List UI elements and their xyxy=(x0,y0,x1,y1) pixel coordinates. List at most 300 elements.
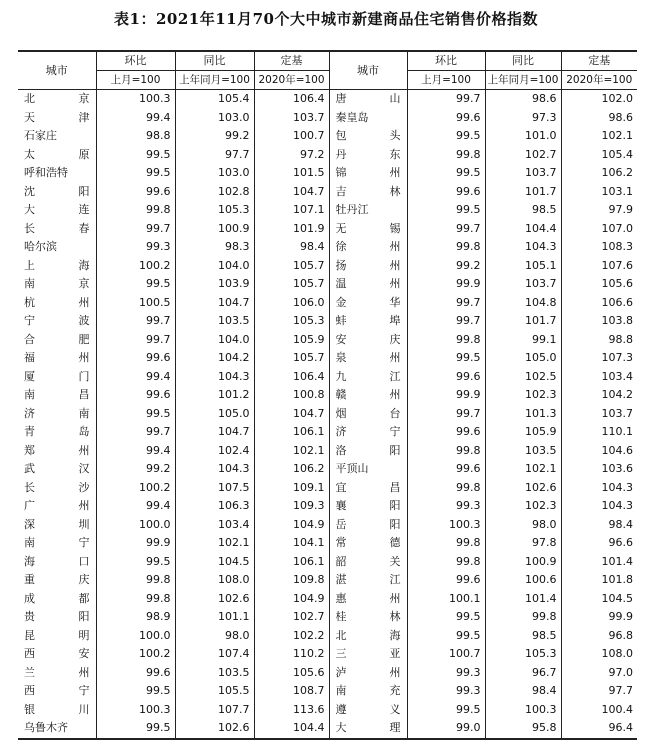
mom-value: 99.5 xyxy=(407,127,485,146)
city-cell xyxy=(18,368,96,387)
mom-value: 99.5 xyxy=(96,682,175,701)
base-value: 109.3 xyxy=(254,497,329,516)
table-row xyxy=(18,627,637,646)
mom-value: 99.5 xyxy=(96,164,175,183)
city-name: 泸 州 xyxy=(335,665,401,679)
city-name: 包 头 xyxy=(335,129,401,143)
city-name: 成 都 xyxy=(24,591,90,605)
mom-value: 99.6 xyxy=(407,423,485,442)
city-name: 呼和浩特 xyxy=(24,166,68,180)
yoy-value: 104.3 xyxy=(175,368,254,387)
table-row xyxy=(18,405,637,424)
yoy-value: 105.0 xyxy=(485,349,561,368)
mom-value: 99.7 xyxy=(96,331,175,350)
city-name: 广 州 xyxy=(24,499,90,513)
base-value: 103.7 xyxy=(254,109,329,128)
base-value: 104.6 xyxy=(601,443,633,457)
city-cell xyxy=(329,571,407,590)
yoy-value: 103.5 xyxy=(485,442,561,461)
mom-value: 99.5 xyxy=(407,164,485,183)
base-value: 107.6 xyxy=(601,258,633,272)
mom-value: 99.8 xyxy=(407,553,485,572)
city-name: 赣 州 xyxy=(335,388,401,402)
base-value: 108.3 xyxy=(601,240,633,254)
mom-value: 99.8 xyxy=(96,590,175,609)
base-value: 103.6 xyxy=(601,462,633,476)
city-name: 锦 州 xyxy=(335,166,401,180)
city-name: 深 圳 xyxy=(24,517,90,531)
base-value: 103.4 xyxy=(601,369,633,383)
mom-value: 98.9 xyxy=(96,608,175,627)
base-value: 105.7 xyxy=(254,275,329,294)
table-row xyxy=(18,312,637,331)
yoy-value: 105.4 xyxy=(175,90,254,109)
city-cell xyxy=(18,220,96,239)
table-row xyxy=(18,664,637,683)
city-cell xyxy=(18,460,96,479)
mom-column-header: 环比 xyxy=(407,51,485,71)
mom-value: 99.8 xyxy=(407,534,485,553)
city-cell xyxy=(329,294,407,313)
city-name: 哈尔滨 xyxy=(24,240,57,254)
base-value: 96.6 xyxy=(608,536,633,550)
yoy-value: 108.0 xyxy=(175,571,254,590)
city-name: 上 海 xyxy=(24,258,90,272)
yoy-value: 107.7 xyxy=(175,701,254,720)
yoy-value: 102.7 xyxy=(485,146,561,165)
yoy-value: 103.0 xyxy=(175,109,254,128)
table-row xyxy=(18,127,637,146)
mom-value: 99.6 xyxy=(96,349,175,368)
table-header xyxy=(18,51,637,90)
city-name: 长 春 xyxy=(24,221,90,235)
mom-value: 100.0 xyxy=(96,516,175,535)
mom-value: 99.4 xyxy=(96,368,175,387)
base-value: 99.9 xyxy=(608,610,633,624)
yoy-value: 102.6 xyxy=(175,590,254,609)
city-cell xyxy=(329,220,407,239)
base-subheader: 2020年=100 xyxy=(254,71,329,90)
city-name: 南 昌 xyxy=(24,388,90,402)
table-row xyxy=(18,590,637,609)
yoy-value: 101.4 xyxy=(485,590,561,609)
city-name: 南 充 xyxy=(335,684,401,698)
table-row xyxy=(18,608,637,627)
city-name: 石家庄 xyxy=(24,129,57,143)
mom-value: 99.7 xyxy=(407,405,485,424)
base-value: 106.4 xyxy=(254,90,329,109)
city-name: 重 庆 xyxy=(24,573,90,587)
table-row xyxy=(18,146,637,165)
base-value: 100.7 xyxy=(254,127,329,146)
base-value: 104.9 xyxy=(254,590,329,609)
base-column-header: 定基 xyxy=(254,51,329,71)
city-name: 宜 昌 xyxy=(335,480,401,494)
base-value: 105.7 xyxy=(254,349,329,368)
city-name: 福 州 xyxy=(24,351,90,365)
mom-value: 100.1 xyxy=(407,590,485,609)
base-value: 106.2 xyxy=(601,166,633,180)
base-value: 108.0 xyxy=(601,647,633,661)
city-name: 青 岛 xyxy=(24,425,90,439)
mom-value: 99.5 xyxy=(407,608,485,627)
city-cell xyxy=(18,386,96,405)
yoy-value: 103.4 xyxy=(175,516,254,535)
city-name: 无 锡 xyxy=(335,221,401,235)
city-column-header: 城市 xyxy=(18,51,96,90)
yoy-value: 105.5 xyxy=(175,682,254,701)
city-cell xyxy=(18,664,96,683)
yoy-value: 101.2 xyxy=(175,386,254,405)
yoy-value: 104.3 xyxy=(175,460,254,479)
city-name: 兰 州 xyxy=(24,665,90,679)
mom-value: 99.6 xyxy=(96,664,175,683)
yoy-value: 104.8 xyxy=(485,294,561,313)
table-row xyxy=(18,442,637,461)
base-value: 102.2 xyxy=(254,627,329,646)
yoy-value: 100.6 xyxy=(485,571,561,590)
city-cell xyxy=(329,405,407,424)
mom-value: 99.7 xyxy=(96,312,175,331)
city-column-header: 城市 xyxy=(329,51,407,90)
city-cell xyxy=(18,183,96,202)
yoy-value: 103.0 xyxy=(175,164,254,183)
base-value: 100.8 xyxy=(254,386,329,405)
base-value: 106.4 xyxy=(254,368,329,387)
mom-subheader: 上月=100 xyxy=(407,71,485,90)
table-row xyxy=(18,553,637,572)
base-value: 109.8 xyxy=(254,571,329,590)
yoy-value: 97.8 xyxy=(485,534,561,553)
city-cell xyxy=(18,331,96,350)
yoy-value: 101.7 xyxy=(485,183,561,202)
table-row xyxy=(18,164,637,183)
mom-value: 99.3 xyxy=(407,682,485,701)
city-name: 郑 州 xyxy=(24,443,90,457)
mom-value: 99.4 xyxy=(96,442,175,461)
city-cell xyxy=(18,349,96,368)
mom-value: 99.5 xyxy=(96,405,175,424)
city-name: 昆 明 xyxy=(24,628,90,642)
yoy-value: 107.4 xyxy=(175,645,254,664)
city-cell xyxy=(329,331,407,350)
city-name: 大 理 xyxy=(335,721,401,735)
base-value: 105.3 xyxy=(254,312,329,331)
yoy-value: 102.5 xyxy=(485,368,561,387)
yoy-value: 98.6 xyxy=(485,90,561,109)
mom-value: 99.6 xyxy=(407,571,485,590)
yoy-value: 102.1 xyxy=(175,534,254,553)
base-value: 110.2 xyxy=(254,645,329,664)
base-value: 104.7 xyxy=(254,183,329,202)
base-value: 104.2 xyxy=(601,388,633,402)
yoy-value: 103.9 xyxy=(175,275,254,294)
base-value: 105.6 xyxy=(254,664,329,683)
mom-value: 99.0 xyxy=(407,719,485,739)
mom-value: 99.5 xyxy=(407,627,485,646)
base-value: 105.6 xyxy=(601,277,633,291)
yoy-value: 103.7 xyxy=(485,164,561,183)
mom-value: 99.7 xyxy=(407,312,485,331)
table-row xyxy=(18,497,637,516)
yoy-subheader: 上年同月=100 xyxy=(175,71,254,90)
yoy-value: 104.3 xyxy=(485,238,561,257)
city-cell xyxy=(329,497,407,516)
mom-value: 99.8 xyxy=(407,331,485,350)
city-name: 襄 阳 xyxy=(335,499,401,513)
yoy-value: 105.9 xyxy=(485,423,561,442)
city-name: 秦皇岛 xyxy=(335,110,369,124)
base-value: 103.8 xyxy=(601,314,633,328)
city-cell xyxy=(18,146,96,165)
city-name: 湛 江 xyxy=(335,573,401,587)
city-name: 沈 阳 xyxy=(24,184,90,198)
yoy-value: 98.5 xyxy=(485,201,561,220)
base-value: 104.3 xyxy=(601,499,633,513)
city-cell xyxy=(18,701,96,720)
city-name: 烟 台 xyxy=(335,406,401,420)
city-name: 九 江 xyxy=(335,369,401,383)
city-cell xyxy=(329,479,407,498)
table-title: 表1：2021年11月70个大中城市新建商品住宅销售价格指数 xyxy=(114,10,538,28)
yoy-value: 98.5 xyxy=(485,627,561,646)
mom-column-header: 环比 xyxy=(96,51,175,71)
table-row xyxy=(18,386,637,405)
city-name: 三 亚 xyxy=(335,647,401,661)
city-name: 遵 义 xyxy=(335,702,401,716)
mom-value: 99.5 xyxy=(96,719,175,739)
table-row xyxy=(18,201,637,220)
table-row xyxy=(18,109,637,128)
city-cell xyxy=(329,349,407,368)
table-body xyxy=(18,90,637,739)
city-cell xyxy=(329,183,407,202)
yoy-value: 102.6 xyxy=(485,479,561,498)
city-name: 安 庆 xyxy=(335,332,401,346)
mom-value: 98.8 xyxy=(96,127,175,146)
yoy-value: 103.7 xyxy=(485,275,561,294)
city-name: 南 宁 xyxy=(24,536,90,550)
base-value: 104.9 xyxy=(254,516,329,535)
table-row xyxy=(18,349,637,368)
city-name: 扬 州 xyxy=(335,258,401,272)
yoy-value: 98.3 xyxy=(175,238,254,257)
city-cell xyxy=(329,368,407,387)
base-value: 98.4 xyxy=(254,238,329,257)
yoy-value: 102.3 xyxy=(485,386,561,405)
city-name: 杭 州 xyxy=(24,295,90,309)
yoy-value: 101.7 xyxy=(485,312,561,331)
city-name: 长 沙 xyxy=(24,480,90,494)
mom-value: 99.9 xyxy=(407,275,485,294)
yoy-value: 104.2 xyxy=(175,349,254,368)
table-row xyxy=(18,183,637,202)
base-value: 106.6 xyxy=(601,295,633,309)
mom-value: 99.9 xyxy=(407,386,485,405)
city-cell xyxy=(329,627,407,646)
base-value: 107.1 xyxy=(254,201,329,220)
yoy-column-header: 同比 xyxy=(485,51,561,71)
yoy-value: 103.5 xyxy=(175,312,254,331)
base-value: 96.4 xyxy=(561,719,637,739)
yoy-value: 104.4 xyxy=(485,220,561,239)
base-value: 101.8 xyxy=(601,573,633,587)
yoy-value: 99.2 xyxy=(175,127,254,146)
city-name: 洛 阳 xyxy=(335,443,401,457)
city-cell xyxy=(18,627,96,646)
base-value: 97.9 xyxy=(608,203,633,217)
yoy-value: 104.5 xyxy=(175,553,254,572)
mom-value: 100.2 xyxy=(96,257,175,276)
city-name: 厦 门 xyxy=(24,369,90,383)
city-cell xyxy=(18,257,96,276)
yoy-value: 104.0 xyxy=(175,257,254,276)
mom-value: 99.6 xyxy=(96,386,175,405)
mom-value: 99.2 xyxy=(407,257,485,276)
yoy-value: 105.0 xyxy=(175,405,254,424)
table-row xyxy=(18,220,637,239)
city-name: 泉 州 xyxy=(335,351,401,365)
yoy-value: 98.0 xyxy=(485,516,561,535)
city-cell xyxy=(329,682,407,701)
city-name: 韶 关 xyxy=(335,554,401,568)
city-cell xyxy=(329,164,407,183)
city-name: 岳 阳 xyxy=(335,517,401,531)
city-cell xyxy=(329,90,407,109)
city-name: 牡丹江 xyxy=(335,203,369,217)
mom-value: 99.5 xyxy=(96,275,175,294)
yoy-value: 100.9 xyxy=(485,553,561,572)
yoy-value: 95.8 xyxy=(485,719,561,739)
base-value: 106.1 xyxy=(254,553,329,572)
base-value: 100.4 xyxy=(601,702,633,716)
city-cell xyxy=(329,201,407,220)
mom-value: 99.2 xyxy=(96,460,175,479)
yoy-value: 100.9 xyxy=(175,220,254,239)
table-row xyxy=(18,682,637,701)
city-cell xyxy=(18,275,96,294)
table-row xyxy=(18,516,637,535)
table-row xyxy=(18,368,637,387)
city-name: 武 汉 xyxy=(24,462,90,476)
mom-value: 99.8 xyxy=(96,201,175,220)
base-value: 110.1 xyxy=(601,425,633,439)
city-cell xyxy=(329,553,407,572)
mom-value: 100.3 xyxy=(96,701,175,720)
city-cell xyxy=(18,312,96,331)
city-name: 宁 波 xyxy=(24,314,90,328)
mom-value: 99.3 xyxy=(407,664,485,683)
yoy-value: 102.3 xyxy=(485,497,561,516)
table-row xyxy=(18,645,637,664)
city-cell xyxy=(329,127,407,146)
yoy-value: 99.8 xyxy=(485,608,561,627)
city-cell xyxy=(18,590,96,609)
mom-value: 99.7 xyxy=(96,423,175,442)
city-name: 徐 州 xyxy=(335,240,401,254)
yoy-value: 97.7 xyxy=(175,146,254,165)
city-cell xyxy=(329,386,407,405)
mom-value: 99.4 xyxy=(96,109,175,128)
mom-value: 99.8 xyxy=(407,442,485,461)
table-row xyxy=(18,701,637,720)
mom-value: 99.4 xyxy=(96,497,175,516)
city-cell xyxy=(329,312,407,331)
mom-value: 100.2 xyxy=(96,479,175,498)
yoy-value: 102.6 xyxy=(175,719,254,739)
city-cell xyxy=(329,534,407,553)
yoy-value: 98.0 xyxy=(175,627,254,646)
city-name: 西 安 xyxy=(24,647,90,661)
mom-value: 99.7 xyxy=(407,90,485,109)
base-value: 103.7 xyxy=(601,406,633,420)
mom-value: 99.7 xyxy=(96,220,175,239)
price-index-table xyxy=(18,50,637,740)
base-value: 97.7 xyxy=(608,684,633,698)
mom-value: 100.7 xyxy=(407,645,485,664)
city-cell xyxy=(18,479,96,498)
city-name: 吉 林 xyxy=(335,184,401,198)
city-cell xyxy=(329,608,407,627)
yoy-value: 101.3 xyxy=(485,405,561,424)
base-value: 102.1 xyxy=(254,442,329,461)
base-value: 98.4 xyxy=(608,517,633,531)
city-cell xyxy=(329,664,407,683)
city-name: 平顶山 xyxy=(335,462,369,476)
yoy-value: 98.4 xyxy=(485,682,561,701)
table-row xyxy=(18,257,637,276)
mom-value: 100.5 xyxy=(96,294,175,313)
table-row xyxy=(18,331,637,350)
city-name: 济 南 xyxy=(24,406,90,420)
base-value: 106.0 xyxy=(254,294,329,313)
yoy-subheader: 上年同月=100 xyxy=(485,71,561,90)
base-value: 104.7 xyxy=(254,405,329,424)
city-name: 天 津 xyxy=(24,110,90,124)
city-cell xyxy=(329,701,407,720)
city-name: 海 口 xyxy=(24,554,90,568)
mom-value: 99.5 xyxy=(96,553,175,572)
city-cell xyxy=(329,423,407,442)
city-name: 贵 阳 xyxy=(24,610,90,624)
city-cell xyxy=(18,423,96,442)
mom-value: 99.7 xyxy=(407,220,485,239)
city-cell xyxy=(18,442,96,461)
city-name: 常 德 xyxy=(335,536,401,550)
city-cell xyxy=(18,682,96,701)
yoy-value: 100.3 xyxy=(485,701,561,720)
base-value: 97.0 xyxy=(608,665,633,679)
yoy-value: 103.5 xyxy=(175,664,254,683)
yoy-value: 107.5 xyxy=(175,479,254,498)
mom-value: 100.3 xyxy=(407,516,485,535)
city-cell xyxy=(329,146,407,165)
city-cell xyxy=(18,405,96,424)
city-cell xyxy=(18,571,96,590)
base-value: 109.1 xyxy=(254,479,329,498)
base-value: 102.1 xyxy=(601,129,633,143)
city-cell xyxy=(18,201,96,220)
yoy-value: 104.7 xyxy=(175,423,254,442)
yoy-value: 104.0 xyxy=(175,331,254,350)
city-name: 金 华 xyxy=(335,295,401,309)
base-value: 106.1 xyxy=(254,423,329,442)
yoy-value: 102.1 xyxy=(485,460,561,479)
base-value: 96.8 xyxy=(608,628,633,642)
mom-value: 99.8 xyxy=(407,479,485,498)
city-cell xyxy=(18,109,96,128)
city-name: 蚌 埠 xyxy=(335,314,401,328)
